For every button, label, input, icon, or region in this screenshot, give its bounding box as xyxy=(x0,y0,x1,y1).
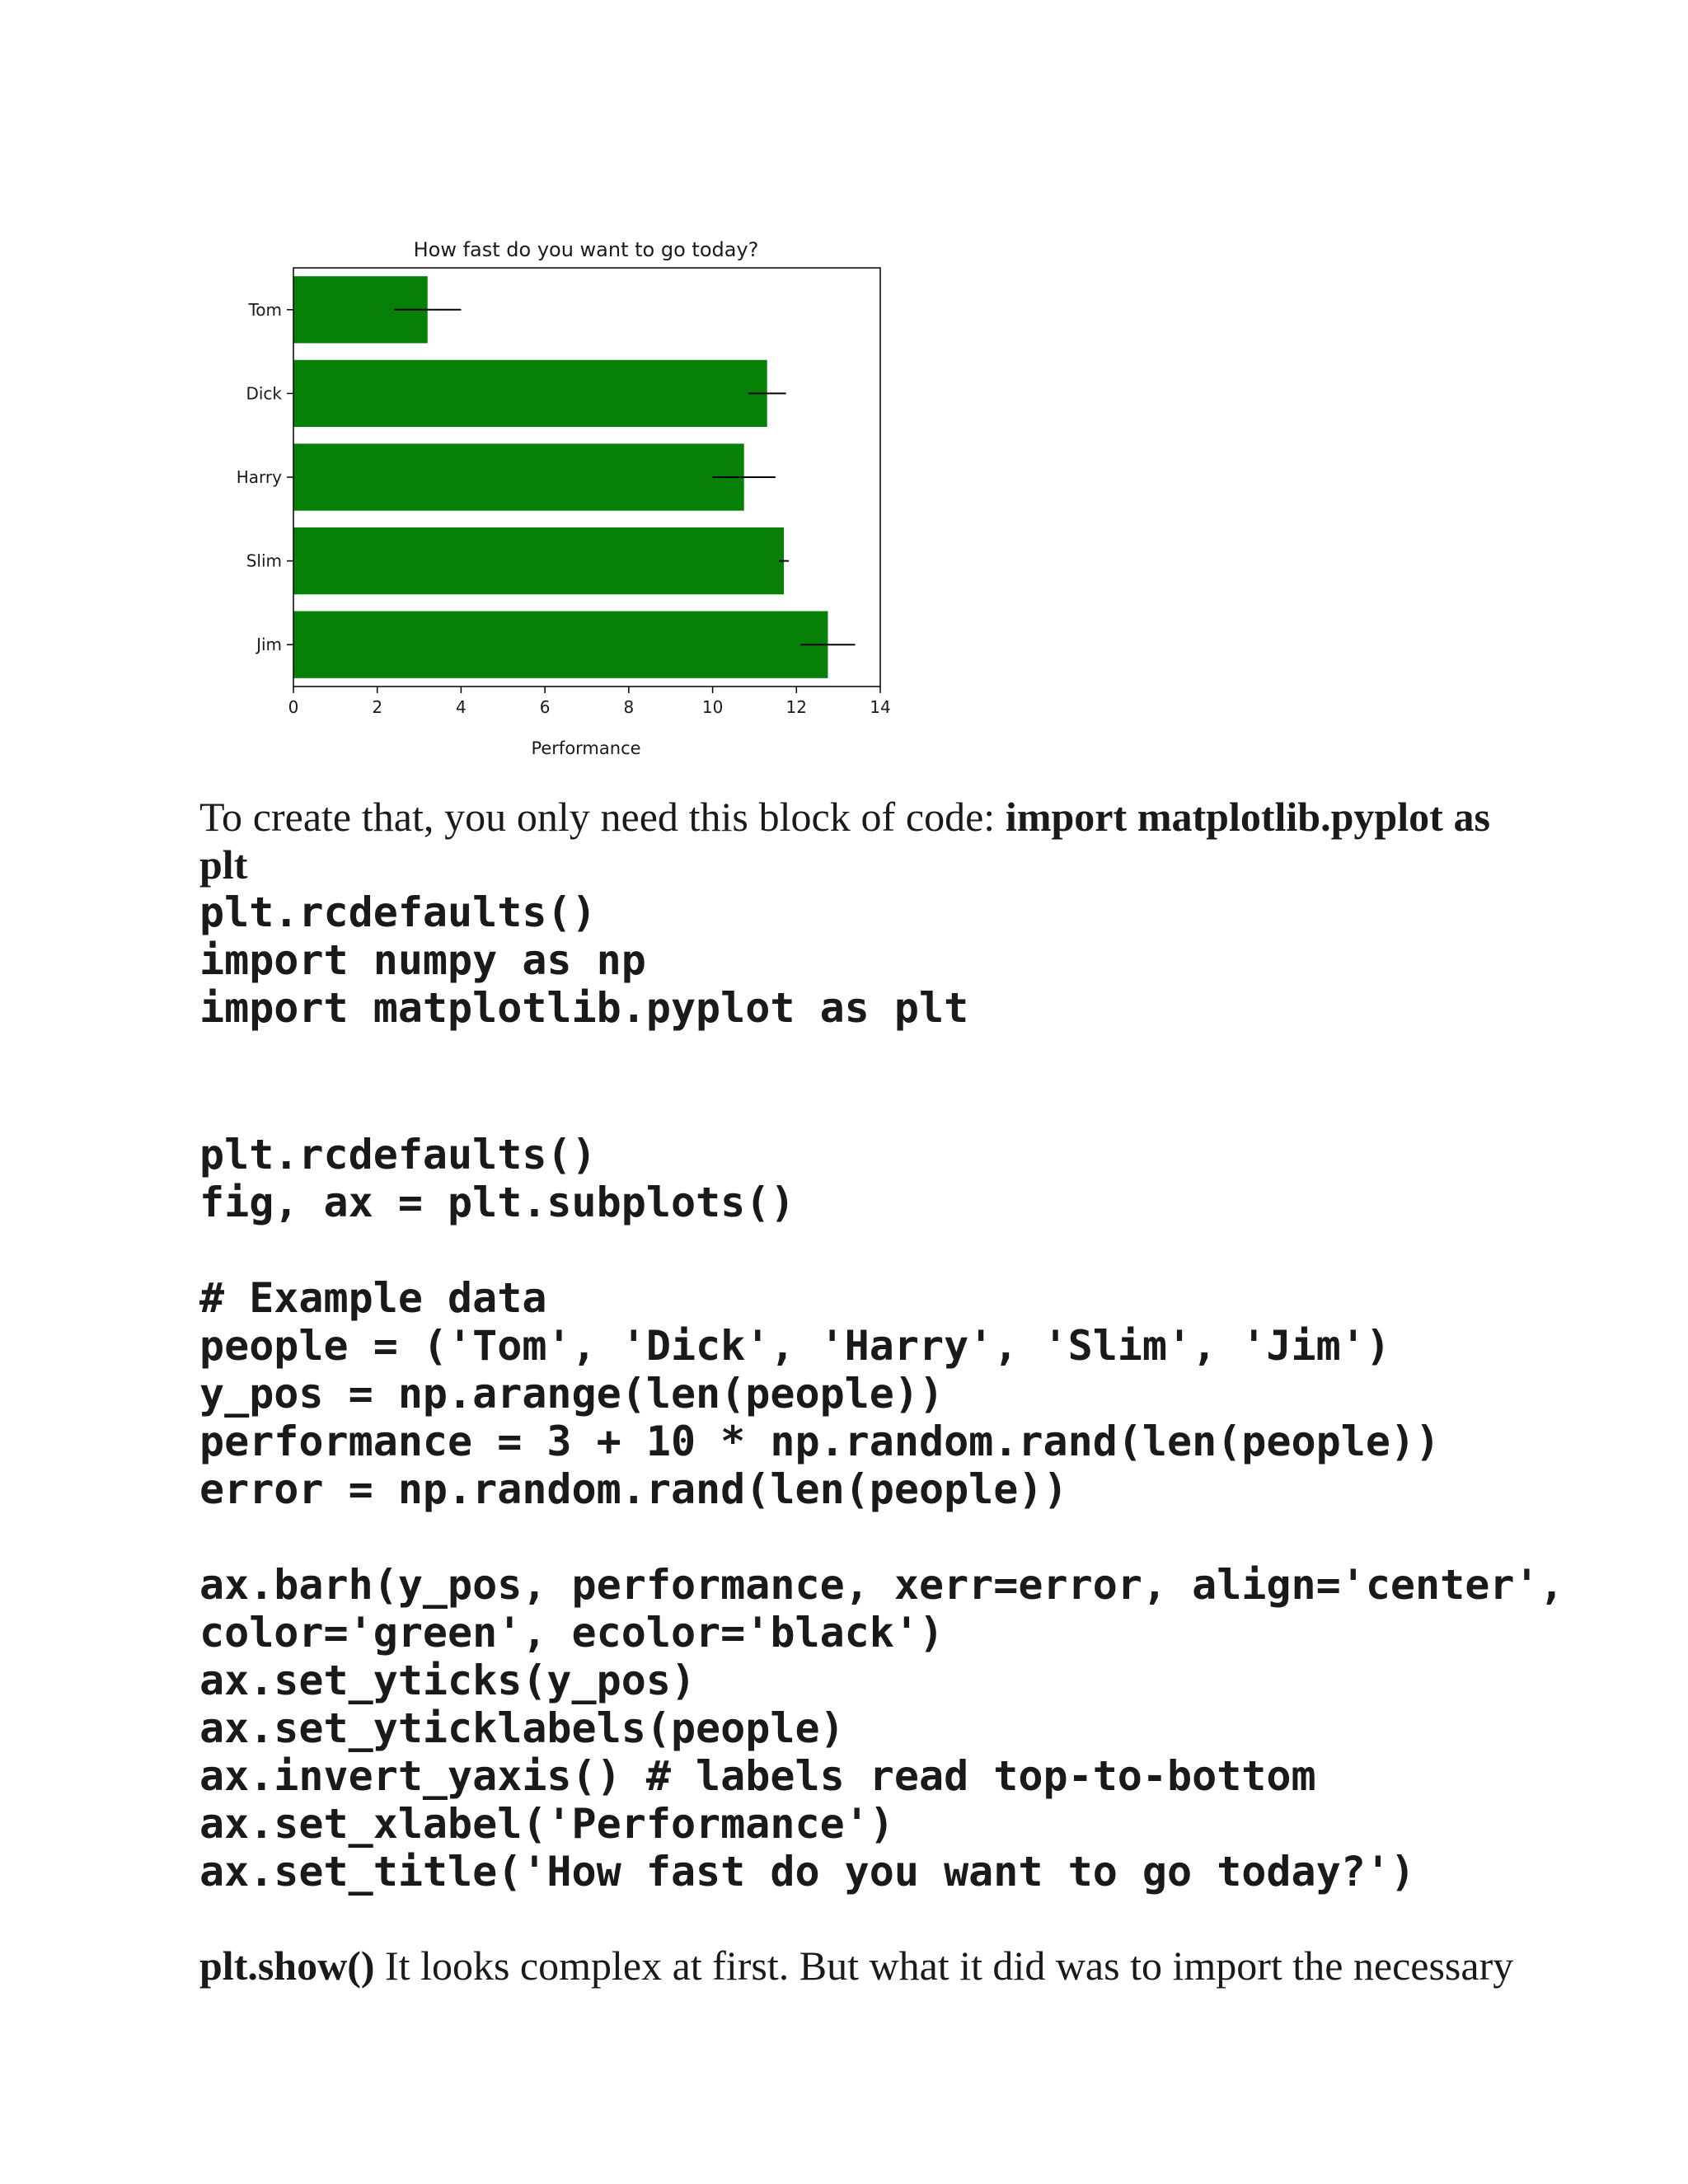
bar-harry xyxy=(293,443,744,510)
y-tick-label: Dick xyxy=(246,383,282,404)
closing-line xyxy=(199,1942,1513,1990)
intro-text: To create that, you only need this block of code: xyxy=(199,794,1006,840)
performance-bar-chart xyxy=(0,0,1688,775)
y-tick-label: Harry xyxy=(236,467,282,487)
intro-code: import matplotlib.pyplot as plt xyxy=(199,794,1490,888)
x-tick-label: 0 xyxy=(288,697,299,717)
code-block-main: plt.rcdefaults() fig, ax = plt.subplots() # Example data people = ('Tom', 'Dick', 'Harry', 'Slim', 'Jim') y_pos = np.arange(len(people)) performance = 3 + 10 * np.random.rand(len(people)) error = np.random.rand(len(people)) ax.barh(y_pos, performance, xerr=error, align='center', color='green', ecolor='black') ax.set_yticks(y_pos) ax.set_yticklabels(people) ax.invert_yaxis() # labels read top-to-bottom ax.set_xlabel('Performance') ax.set_title('How fast do you want to go today?') xyxy=(199,1131,1564,1896)
x-tick-label: 10 xyxy=(701,697,724,717)
x-tick-label: 14 xyxy=(870,697,891,717)
code-block-imports: plt.rcdefaults() import numpy as np import matplotlib.pyplot as plt xyxy=(199,888,969,1032)
chart-title: How fast do you want to go today? xyxy=(413,238,759,261)
x-axis-label: Performance xyxy=(531,738,641,758)
bar-jim xyxy=(293,612,828,678)
y-tick-label: Tom xyxy=(248,299,282,320)
x-tick-label: 6 xyxy=(539,697,551,717)
closing-code: plt.show() xyxy=(199,1943,375,1989)
x-tick-label: 8 xyxy=(623,697,635,717)
x-tick-label: 2 xyxy=(372,697,383,717)
bar-dick xyxy=(293,360,767,427)
x-tick-label: 4 xyxy=(456,697,467,717)
y-tick-label: Slim xyxy=(246,551,282,571)
intro-paragraph xyxy=(199,793,1490,888)
bar-slim xyxy=(293,527,784,594)
closing-text: It looks complex at first. But what it did was to import the necessary xyxy=(374,1943,1514,1989)
x-tick-label: 12 xyxy=(785,697,808,717)
y-tick-label: Jim xyxy=(256,635,282,655)
